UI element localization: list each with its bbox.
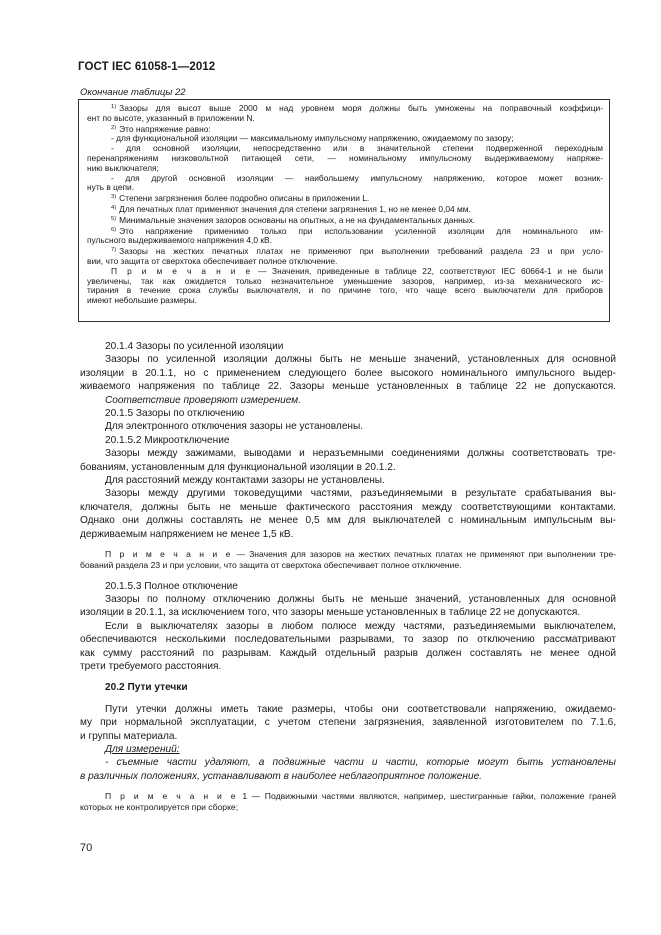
paragraph-line: трети требуемого расстояния.	[80, 660, 222, 672]
paragraph-line: держиваемым напряжением не менее 1,5 кВ.	[80, 528, 294, 540]
footnote-2-item-c-end: нуть в цепи.	[87, 182, 135, 193]
footnote-2-item-a: - для функциональной изоляции — максимальному импульсному напряжению, ожидаемому по зазору;	[111, 133, 514, 144]
table-note-cont-3: имеют небольшие размеры.	[87, 295, 197, 306]
standard-header: ГОСТ IEC 61058-1—2012	[78, 61, 216, 73]
paragraph-line: изоляции в 20.1.1, за исключением того, что зазоры меньше установленных в таблице 22 не допускаются.	[80, 607, 581, 619]
table-note: П р и м е ч а н и е — Значения, приведенные в таблице 22, соответствуют IEC 60664-1 и не были	[111, 265, 603, 276]
paragraph-line: Если в выключателях зазоры в любом полюсе между частями, разъединяемыми выключателем,	[105, 620, 616, 632]
compliance-check: Соответствие проверяют измерением.	[105, 394, 302, 406]
footnote-3: $^{3)}$ Степени загрязнения более подробно описаны в приложении L.	[111, 193, 370, 204]
paragraph-line: Пути утечки должны иметь такие размеры, чтобы они соответствовали напряжению, ожидаемо-	[105, 703, 616, 715]
footnote-7: $^{7)}$ Зазоры на жестких печатных платах не применяют при выполнении требований раздела 23 и при усло-	[111, 246, 603, 257]
main-text	[80, 340, 616, 814]
note-movable-parts: П р и м е ч а н и е 1 — Подвижными частями являются, например, шестигранные гайки, положение граней	[105, 791, 616, 802]
footnote-2: $^{2)}$ Это напряжение равно:	[111, 123, 211, 134]
table-footnotes-box	[78, 99, 610, 322]
paragraph-line: обеспечиваются несколькими последовательными разрывами, то зазор по отключению рассматривают	[80, 634, 616, 646]
note-movable-parts-cont: которых не контролируется при сборке;	[80, 802, 239, 813]
paragraph-line: ключателя, должны быть не меньше фактического расстояния между соответствующими контактами.	[80, 501, 616, 513]
paragraph-line: живаемого напряжения по таблице 22. Зазоры меньше установленных в таблице 22 не допускаются.	[80, 381, 616, 393]
paragraph-line: Для электронного отключения зазоры не установлены.	[105, 421, 364, 433]
measurement-heading: Для измерений:	[105, 743, 180, 755]
section-20-1-5-3-title: 20.1.5.3 Полное отключение	[105, 580, 238, 592]
table-note-cont-1: увеличены, так как ожидается только незначительное уменьшение зазоров, например, из-за механического ис-	[87, 275, 603, 286]
paragraph-line: изоляции в 20.1.1, но с применением следующего более высокого номинального импульсного выдер-	[80, 367, 616, 379]
footnote-2-item-b: - для основной изоляции, непосредственно или в значительной степени подверженной переходным	[111, 143, 603, 154]
note-rigid-boards: П р и м е ч а н и е — Значения для зазоров на жестких печатных платах не применяют при выполнении тре-	[105, 549, 616, 560]
paragraph-line: Зазоры по полному отключению должны быть не меньше значений, установленных для основной	[105, 593, 616, 605]
footnote-6-cont: пульсного выдерживаемого напряжения 4,0 кВ.	[87, 235, 272, 246]
section-20-1-5-title: 20.1.5 Зазоры по отключению	[105, 408, 245, 420]
footnote-1: $^{1)}$ Зазоры для высот выше 2000 м над уровнем моря должны быть умножены на поправочный коэффици-	[111, 103, 603, 113]
table-note-cont-2: тирания в течение срока службы выключателя, и по причине того, что чаще всего выключатели для приборов	[87, 285, 603, 296]
measurement-item: - съемные части удаляют, а подвижные части и части, которые могут быть установлены	[105, 757, 616, 769]
section-20-1-4-title: 20.1.4 Зазоры по усиленной изоляции	[105, 341, 284, 352]
page-number: 70	[80, 842, 93, 854]
paragraph-line: Зазоры по усиленной изоляции должны быть не меньше значений, установленных для основной	[105, 354, 616, 366]
section-20-1-5-2-title: 20.1.5.2 Микроотключение	[105, 434, 230, 446]
footnote-7-cont: вии, что защита от сверхтока обеспечивает полное отключение.	[87, 255, 338, 266]
section-20-2-title: 20.2 Пути утечки	[105, 682, 188, 694]
footnote-4: $^{4)}$ Для печатных плат применяют значения для степени загрязнения 1, но не менее 0,04 мм.	[111, 203, 471, 214]
paragraph-line: Зазоры между зажимами, выводами и неразъемными соединениями должны соответствовать тре-	[105, 448, 616, 460]
footnote-2-item-b-end: нию выключателя;	[87, 162, 159, 173]
paragraph-line: как сумму расстояний по разрывам. Каждый отдельный разрыв должен составлять не менее одной	[80, 647, 616, 659]
footnote-2-item-c: - для другой основной изоляции — наибольшему импульсному напряжению, которое может возник-	[111, 172, 603, 183]
footnote-2-item-b-cont: перенапряжениям низковольтной питающей сети, — номинальному импульсному выдерживаемому напряже-	[87, 152, 603, 163]
note-rigid-boards-cont: бований раздела 23 и при условии, что защита от сверхтока обеспечивает полное отключение.	[80, 560, 462, 571]
paragraph-line: бованиям, установленным для функциональной изоляции в 20.1.2.	[80, 461, 396, 473]
footnote-1-cont: ент по высоте, указанный в приложении N.	[87, 112, 255, 123]
paragraph-line: Для расстояний между контактами зазоры не установлены.	[105, 475, 385, 487]
table-caption: Окончание таблицы 22	[80, 87, 186, 98]
paragraph-line: и группы материала.	[80, 730, 178, 742]
paragraph-line: му при нормальной эксплуатации, с учетом степени загрязнения, заявленной изготовителем по 7.1.6,	[80, 717, 616, 729]
paragraph-line: Однако они должны составлять не менее 0,5 мм для выключателей с номинальным импульсным вы-	[80, 515, 616, 527]
footnote-6: $^{6)}$ Это напряжение применимо только при использовании усиленной изоляции для номинального им-	[111, 225, 603, 236]
paragraph-line: Зазоры между другими токоведущими частями, разъединяемыми в результате срабатывания вы-	[105, 488, 616, 500]
footnote-5: $^{5)}$ Минимальные значения зазоров основаны на опытных, а не на фундаментальных данных.	[111, 214, 476, 225]
measurement-item-cont: в различных положениях, устанавливают в наиболее неблагоприятное положение.	[80, 770, 482, 782]
